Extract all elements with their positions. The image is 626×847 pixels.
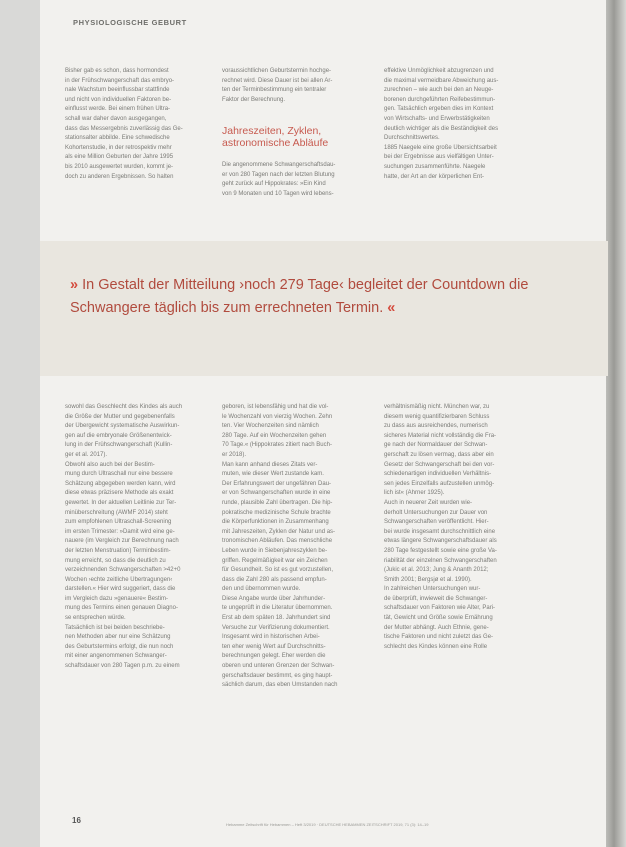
bottom-column-2 xyxy=(222,403,372,691)
text-line: Bisher gab es schon, dass hormondest xyxy=(65,68,169,74)
text-line: Kohortenstudie, in der retrospektiv mehr xyxy=(65,144,172,151)
text-line: ten der Terminbestimmung ein tentraler xyxy=(222,87,327,94)
text-line: die Körperfunktionen in Zusammenhang xyxy=(222,519,329,526)
text-line: Smith 2001; Bergsjø et al. 1990). xyxy=(384,576,472,583)
text-line: deutlich wichtiger als die Beständigkeit des xyxy=(384,125,499,132)
text-line: minüberschreitung (AWMF 2014) steht xyxy=(65,509,168,516)
text-line: derholt Untersuchungen zur Dauer von xyxy=(384,509,488,516)
text-line: der letzten Menstruation) Terminbestim- xyxy=(65,547,171,554)
text-line: Erst ab dem späten 18. Jahrhundert sind xyxy=(222,615,331,622)
text-line: mung des Termins einen genauen Diagno- xyxy=(65,605,178,612)
text-line: runde, plausible Zahl übertragen. Die hip- xyxy=(222,499,333,506)
text-line: zu dass aus ausreichendes, numerisch xyxy=(384,423,488,430)
text-line: Insgesamt wird in historischen Arbei- xyxy=(222,634,320,641)
subheading: Jahreszeiten, Zyklen, astronomische Abläufe xyxy=(222,125,329,149)
text-line: nen Methoden aber nur eine Schätzung xyxy=(65,634,171,641)
text-line: Diese Angabe wurde über Jahrhunder- xyxy=(222,595,326,602)
page-edge xyxy=(606,0,626,847)
page-number: 16 xyxy=(72,816,81,825)
text-line: schaftsdauer von 280 Tagen p.m. zu einem xyxy=(65,663,180,670)
text-line: diese etwas präzisere Methode als exakt xyxy=(65,490,174,497)
text-line: Faktor der Berechnung. xyxy=(222,96,286,103)
pull-quote xyxy=(70,274,530,320)
text-line: 280 Tage festgestellt sowie eine große Va- xyxy=(384,547,497,554)
section-header: PHYSIOLOGISCHE GEBURT xyxy=(73,18,187,27)
text-line: die Größe der Mutter und gegebenenfalls xyxy=(65,413,175,420)
text-line: Man kann anhand dieses Zitats ver- xyxy=(222,461,318,468)
quote-text: In Gestalt der Mitteilung ›noch 279 Tage‹ begleitet der Countdown die Schwangere täglich bis zum errechneten Termin. xyxy=(70,277,529,316)
bottom-column-1 xyxy=(65,403,213,672)
text-line: darstellen.« Hier wird suggeriert, dass die xyxy=(65,586,176,593)
text-line: sowohl das Geschlecht des Kindes als auch xyxy=(65,404,183,410)
text-line: bei wurde insgesamt durchschnittlich eine xyxy=(384,528,496,535)
footer-reference: Hebamme Zeitschrift für Hebammen – Heft 3/2019 · DEUTSCHE HEBAMMEN ZEITSCHRIFT 2019, 71 (3): 14–19 xyxy=(226,822,429,827)
text-line: de überprüft, inwieweit die Schwanger- xyxy=(384,595,488,602)
text-line: Tatsächlich ist bei beiden beschriebe- xyxy=(65,624,165,631)
text-line: Auch in neuerer Zeit wurden wie- xyxy=(384,499,473,506)
text-line: Der Erfahrungswert der ungefähren Dau- xyxy=(222,480,332,487)
text-line: mit Jahreszeiten, Zyklen der Natur und as- xyxy=(222,528,336,535)
text-line: geboren, ist lebensfähig und hat die vol- xyxy=(222,404,329,410)
quote-close-mark: « xyxy=(387,300,396,316)
text-line: voraussichtlichen Geburtstermin hochge- xyxy=(222,68,332,74)
text-line: stationsalter abbilde. Eine schwedische xyxy=(65,135,170,142)
text-line: te ungeprüft in die Literatur übernommen. xyxy=(222,605,333,612)
text-line: schlecht des Kindes können eine Rolle xyxy=(384,643,488,650)
text-line: gerschaft zu lösen vermag, dass aber ein xyxy=(384,451,494,458)
text-line: verhältnismäßig nicht. München war, zu xyxy=(384,404,490,410)
top-column-3 xyxy=(384,67,534,182)
text-line: pokratische medizinische Schule brachte xyxy=(222,509,331,516)
text-line: Versuche zur Verifizierung dokumentiert. xyxy=(222,624,330,631)
text-line: lung in der Frühschwangerschaft (Kullin- xyxy=(65,442,173,449)
text-line: ten eher wenig Wert auf Durchschnitts- xyxy=(222,643,326,650)
text-line: Leben wurde in Siebenjahreszyklen be- xyxy=(222,547,328,554)
text-line: diesem wenig quantifizierbaren Schluss xyxy=(384,413,490,420)
text-line: suchungen zusammenführte. Naegele xyxy=(384,163,486,170)
text-line: verzeichnenden Schwangerschaften >42+0 xyxy=(65,567,181,574)
text-line: Schwangerschaften veröffentlicht. Hier- xyxy=(384,519,489,526)
text-line: nale Wachstum beeinflussbar stattfinde xyxy=(65,87,170,94)
text-line: von 9 Monaten und 10 Tagen wird lebens- xyxy=(222,190,334,197)
text-line: In zahlreichen Untersuchungen wur- xyxy=(384,586,481,593)
text-line: Obwohl also auch bei der Bestim- xyxy=(65,461,155,468)
text-line: von Wirtschafts- und Erwerbstätigkeiten xyxy=(384,115,490,122)
text-line: hatte, der Art an der körperlichen Ent- xyxy=(384,173,485,180)
text-line: gen. Tatsächlich ergeben dies im Kontext xyxy=(384,106,494,113)
text-line: 1885 Naegele eine große Übersichtsarbeit xyxy=(384,144,497,151)
text-line: zum empfohlenen Ultraschall-Screening xyxy=(65,519,172,526)
text-line: ten. Vier Wochenzeiten sind nämlich xyxy=(222,423,319,430)
text-line: mung erreicht, so dass die deutlich zu xyxy=(65,557,166,564)
text-line: ge nach der Normaldauer der Schwan- xyxy=(384,442,488,449)
text-line: schall war daher davon ausgegangen, xyxy=(65,115,167,122)
text-line: geht zurück auf Hippokrates: »Ein Kind xyxy=(222,181,326,188)
text-line: den und übernommen wurde. xyxy=(222,586,301,593)
top-column-1 xyxy=(65,67,213,182)
top-column-2 xyxy=(222,67,372,105)
text-line: ger et al. 2017). xyxy=(65,451,108,458)
text-line: dass das Messergebnis zuverlässig das Ge- xyxy=(65,125,183,132)
text-line: gewertet. In der aktuellen Leitlinie zur Ter- xyxy=(65,499,177,506)
text-line: oberen und unteren Grenzen der Schwan- xyxy=(222,663,335,670)
text-line: er von 280 Tagen nach der letzten Blutung xyxy=(222,171,335,178)
text-line: in der Frühschwangerschaft das embryo- xyxy=(65,77,175,84)
text-line: se entsprechen würde. xyxy=(65,615,126,622)
text-line: Die angenommene Schwangerschaftsdau- xyxy=(222,162,336,168)
text-line: er 2018). xyxy=(222,451,247,458)
text-line: Schätzung abgegeben werden kann, wird xyxy=(65,480,176,487)
text-line: schiedenartigen individuellen Verhältnis- xyxy=(384,471,492,478)
text-line: griffen. Regelmäßigkeit war ein Zeichen xyxy=(222,557,328,564)
text-line: des Geburtstermins erfolgt, die nun noch xyxy=(65,643,174,650)
text-line: lich ist« (Ahrner 1925). xyxy=(384,490,445,497)
text-line: er von Schwangerschaften wurde in eine xyxy=(222,490,331,497)
text-line: le Wochenzahl von vierzig Wochen. Zehn xyxy=(222,413,333,420)
text-line: mit einer angenommenen Schwanger- xyxy=(65,653,167,660)
text-line: für Gesundheit. So ist es gut vorzustellen, xyxy=(222,567,334,574)
text-line: Wochen ›echte zeitliche Übertragungen‹ xyxy=(65,576,173,583)
text-line: Gesetz der Schwangerschaft bei den vor- xyxy=(384,461,495,468)
text-line: und nicht von individuellen Faktoren be- xyxy=(65,96,172,103)
text-line: tische Faktoren und nicht zuletzt das Ge- xyxy=(384,634,494,641)
text-line: tronomischen Abläufen. Das menschliche xyxy=(222,538,333,545)
text-line: der Übergewicht systematische Auswirkun- xyxy=(65,423,180,430)
text-line: muten, wie dieser Wert zustande kam. xyxy=(222,471,324,478)
text-line: etwas längere Schwangerschaftsdauer als xyxy=(384,538,497,545)
quote-open-mark: » xyxy=(70,277,79,293)
text-line: die maximal vermeidbare Abweichung aus- xyxy=(384,77,499,84)
text-line: gen auf die embryonale Größenentwick- xyxy=(65,432,172,439)
text-line: doch zu anderen Ergebnissen. So halten xyxy=(65,173,174,180)
text-line: riabilität der einzelnen Schwangerschaften xyxy=(384,557,497,564)
text-line: im Vergleich dazu »genauere« Bestim- xyxy=(65,595,169,602)
text-line: berechnungen gelegt. Eher werden die xyxy=(222,653,326,660)
text-line: effektive Unmöglichkeit abzugrenzen und xyxy=(384,68,494,74)
text-line: tät, Gewicht und Größe sowie Ernährung xyxy=(384,615,493,622)
text-line: nauere (im Vergleich zur Berechnung nach xyxy=(65,538,179,545)
text-line: bis 2010 ausgewertet wurden, kommt je- xyxy=(65,163,174,170)
text-line: bei der Ergebnisse aus vielfältigen Unter- xyxy=(384,154,494,161)
text-line: gerschaftsdauer bestimmt, es ging haupt- xyxy=(222,672,333,679)
text-line: schaftsdauer von Faktoren wie Alter, Pari- xyxy=(384,605,496,612)
text-line: einflusst werde. Bei einem frühen Ultra- xyxy=(65,106,171,113)
text-line: dass die Zahl 280 als passend empfun- xyxy=(222,576,327,583)
text-line: als eine Million Geburten der Jahre 1995 xyxy=(65,154,174,161)
text-line: sen jedes Einzelfalls aufzustellen unmög- xyxy=(384,480,495,487)
text-line: sächlich darum, das eben Umstanden nach xyxy=(222,682,338,689)
text-line: rechnet wird. Diese Dauer ist bei allen Ar- xyxy=(222,77,333,84)
bottom-column-3 xyxy=(384,403,534,652)
text-line: sicheres Material nicht vollständig die Fra- xyxy=(384,432,497,439)
text-line: 70 Tage.« (Hippokrates zitiert nach Buch- xyxy=(222,442,332,449)
text-line: im ersten Trimester: »Damit wird eine ge- xyxy=(65,528,175,535)
text-line: (Jukic et al. 2013; Jung & Ananth 2012; xyxy=(384,567,489,574)
text-line: borenen durchgeführten Reifebestimmun- xyxy=(384,96,496,103)
top-column-2-continued xyxy=(222,161,372,199)
text-line: 280 Tage. Auf ein Wochenzeiten gehen xyxy=(222,432,327,439)
text-line: der Mutter abhängt. Auch Ethnie, gene- xyxy=(384,624,489,631)
text-line: mung durch Ultraschall nur eine bessere xyxy=(65,471,173,478)
text-line: Durchschnittswertes. xyxy=(384,135,440,142)
text-line: zurechnen – wie auch bei den an Neuge- xyxy=(384,87,494,94)
